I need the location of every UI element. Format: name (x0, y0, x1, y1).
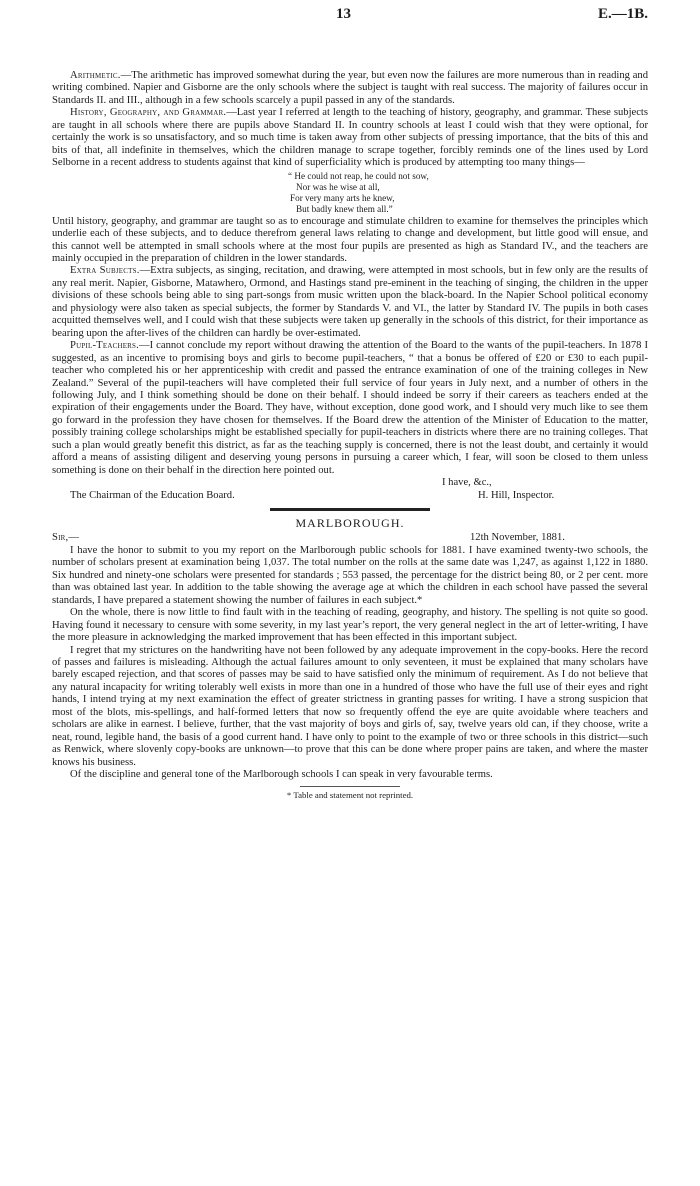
footnote: * Table and statement not reprinted. (286, 789, 414, 800)
paragraph-arithmetic (52, 70, 648, 107)
document-reference: E.—1B. (597, 6, 648, 22)
paragraph-until: Until history, geography, and grammar are taught so as to encourage and stimulate children to examine for themselves the principles which underlie each of these subjects, and to deduce therefrom general laws relating to change and development, but little good will ensue, and this cannot well be attempted in small schools where at the most four pupils are presented as high as Standard IV., and the teachers are mainly occupied in the preparation of children in the lower standards. (52, 215, 648, 264)
paragraph-marlborough-4: Of the discipline and general tone of the Marlborough schools I can speak in very favourable terms. (70, 769, 493, 781)
paragraph-history (52, 107, 648, 169)
text-history: —Last year I referred at length to the teaching of history, geography, and grammar. These subjects are taught in all schools where there are pupils above Standard II. In country schools at least I could wish that they were optional, for certainly the work is so unsatisfactory, and so much time is taken away from other subjects of pressing importance, that the bits of this and bits of that, all indefinite in themselves, which the children manage to scrape together, forcibly reminds one of the lines used by Lord Selborne in a recent address to students against that kind of superficiality which is produced by attempting too many things— (52, 107, 648, 169)
closing-ihave: I have, &c., (442, 477, 492, 489)
addressee: The Chairman of the Education Board. (70, 489, 235, 501)
paragraph-marlborough-2: On the whole, there is now little to find fault with in the teaching of reading, geography, and history. The spelling is not quite so good. Having found it necessary to censure with some severity, in my last year’s report, the very general neglect in the art of letter-writing, I have the more pleasure in acknowledging the marked improvement that has been effected in this important subject. (52, 607, 648, 644)
verse-line: Nor was he wise at all, (296, 181, 380, 192)
document-page (52, 6, 648, 801)
heading-pupil-teachers: Pupil-Teachers. (70, 340, 139, 352)
verse-line: But badly knew them all.” (296, 203, 393, 214)
heading-extra-subjects: Extra Subjects. (70, 265, 140, 277)
heading-arithmetic: Arithmetic. (70, 70, 121, 81)
report-date: 12th November, 1881. (470, 532, 565, 544)
verse-line: For very many arts he knew, (290, 192, 395, 203)
text-pupil-teachers: —I cannot conclude my report without drawing the attention of the Board to the wants of the pupil-teachers. In 1878 I suggested, as an incentive to promising boys and girls to become pupil-teachers, “ that a bonus be offered of £20 or £30 to each pupil-teacher who completed his or her apprenticeship with credit and passed the entrance examination of one of the training colleges in New Zealand.” Several of the pupil-teachers will have completed their full service of four years in July next, and a number of others in the following July, and I think something should be done on their behalf. I should indeed be sorry if their careers as teachers ended at the expiration of their engagements under the Board. They have, without exception, done good work, and I should very much like to see them go forward in the profession they have chosen for themselves. If the Board drew the attention of the Minister of Education to the matter, possibly training college scholarships might be established specially for pupil-teachers in districts where there are no training colleges. That such a plan would greatly benefit this district, as far as the teaching supply is concerned, there is not the least doubt, and certainly it would afford a means of assisting diligent and deserving young persons in pursuing a career which, I fear, will soon be closed to them unless something is done on their behalf in the direction here pointed out. (52, 340, 648, 476)
paragraph-marlborough-3: I regret that my strictures on the handwriting have not been followed by any adequate improvement in the copy-books. Here the record of passes and failures is misleading. Although the actual failures amount to only seventeen, it must be explained that many scholars have barely escaped rejection, and that scores of passes may be said to have satisfied only the minimum of requirement. As I do not believe that any natural incapacity for writing tolerably well exists in more than one in a hundred of those who have the full use of their eyes and right hands, I intend trying at my next examination the effect of greater strictness in granting passes for writing. I have a strong suspicion that most of the blots, mis-spellings, and half-formed letters that now so frequently offend the eye are quite avoidable where teachers and scholars are alike in earnest. I believe, further, that the vast majority of boys and girls of, say, twelve years old can, if they choose, write a neat, round, legible hand, the basis of a good current hand. I have only to point to the example of two or three schools in this district—such as Renwick, where slovenly copy-books are unknown—to prove that this can be done where proper pains are taken, and where the master knows his business. (52, 644, 648, 768)
paragraph-extra-subjects (52, 265, 648, 340)
paragraph-marlborough-1: I have the honor to submit to you my report on the Marlborough public schools for 1881. I have examined twenty-two schools, the number of scholars present at examination being 1,037. The total number on the rolls at the same date was 1,247, as against 1,122 in 1880. Six hundred and ninety-one scholars were presented for standards ; 553 passed, the percentage for the district being 80, or 2 per cent. more than was obtained last year. In addition to the table showing the average age at which the children in each school have passed the several standards, I have prepared a statement showing the number of failures in each subject.* (52, 544, 648, 606)
page-header (52, 8, 648, 34)
footnote-divider (300, 786, 400, 787)
signature: H. Hill, Inspector. (478, 489, 555, 501)
page-number: 13 (336, 6, 351, 22)
text-extra-subjects: —Extra subjects, as singing, recitation, and drawing, were attempted in most schools, but in few only are the results of any real merit. Napier, Gisborne, Matawhero, Ormond, and Hastings stand pre-eminent in the teaching of singing, the children in the upper divisions of these schools being able to sing part-songs from music written upon the black-board. In the Napier School political economy and physiology were also taken as special subjects, the former by Standards V. and VI., the latter by Standard IV. The pupils in both cases acquitted themselves well, and I could wish that these subjects were taken up generally in the schools of this district, for their importance as bearing upon the after-lives of the children can hardly be over-estimated. (52, 265, 648, 339)
salutation-line (52, 532, 648, 544)
heading-history: History, Geography, and Grammar. (70, 107, 227, 119)
section-divider (270, 508, 430, 511)
closing-ihave-line (52, 477, 648, 489)
verse-line: “ He could not reap, he could not sow, (288, 170, 429, 181)
paragraph-pupil-teachers (52, 340, 648, 477)
verse-quote (288, 171, 648, 215)
text-arithmetic: —The arithmetic has improved somewhat during the year, but even now the failures are more numerous than in reading and writing combined. Napier and Gisborne are the only schools where the subject is taught with real success. The majority of failures occur in Standards II. and III., although in a few schools scarcely a pupil passed in any of the standards. (52, 70, 648, 106)
salutation: Sir,— (52, 532, 80, 544)
section-title: MARLBOROUGH. (295, 516, 405, 531)
closing-signature-line (52, 490, 648, 502)
